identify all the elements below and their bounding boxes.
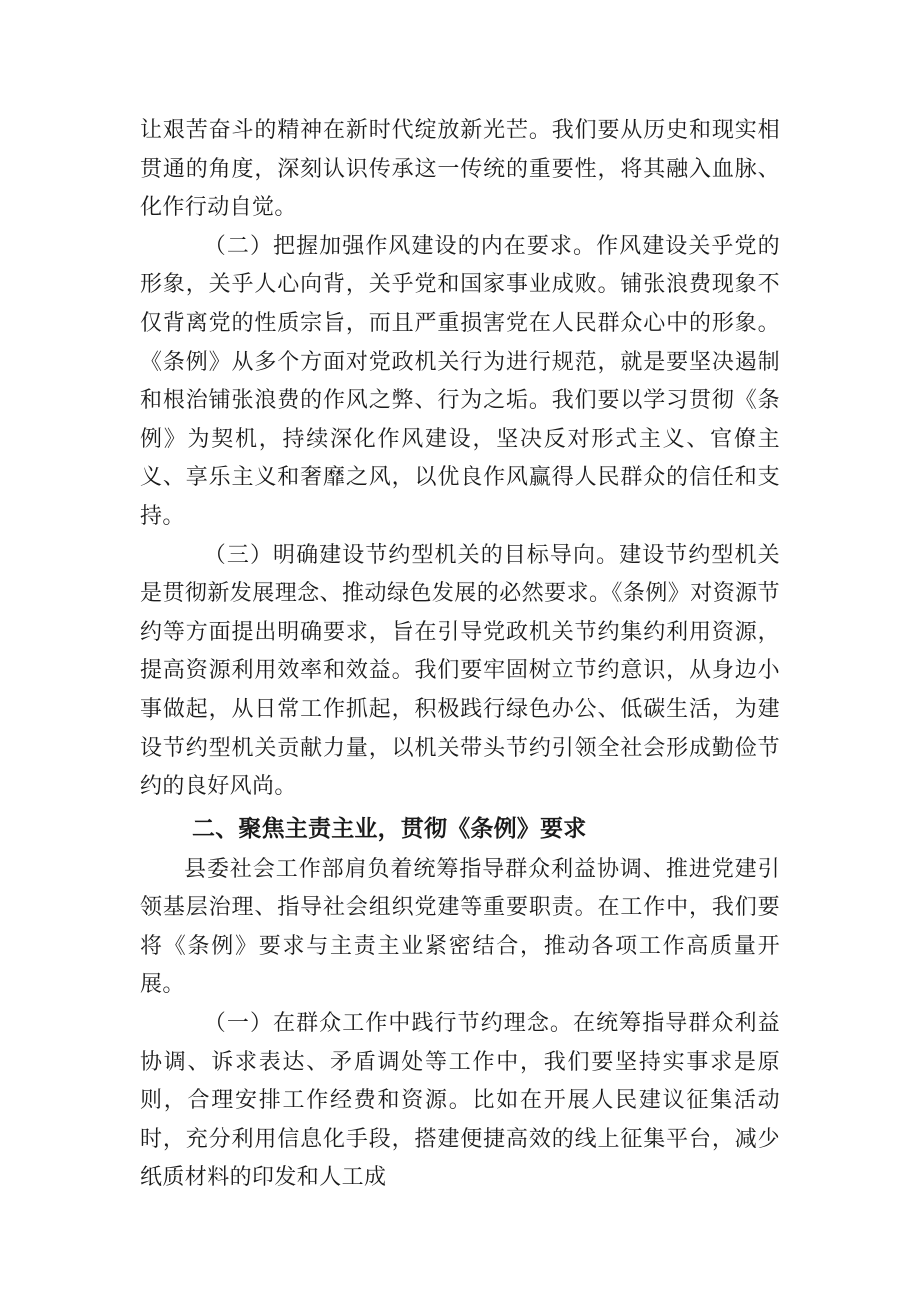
paragraph-section-2: （二）把握加强作风建设的内在要求。作风建设关乎党的形象，关乎人心向背，关乎党和国家事业成败。铺张浪费现象不仅背离党的性质宗旨，而且严重损害党在人民群众心中的形象。《条例》从多个方面对党政机关行为进行规范，就是要坚决遏制和根治铺张浪费的作风之弊、行为之垢。我们要以学习贯彻《条例》为契机，持续深化作风建设，坚决反对形式主义、官僚主义、享乐主义和奢靡之风，以优良作风赢得人民群众的信任和支持。 xyxy=(140,233,780,529)
paragraph-section-3: （三）明确建设节约型机关的目标导向。建设节约型机关是贯彻新发展理念、推动绿色发展的必然要求。《条例》对资源节约等方面提出明确要求，旨在引导党政机关节约集约利用资源，提高资源利用效率和效益。我们要牢固树立节约意识，从身边小事做起，从日常工作抓起，积极践行绿色办公、低碳生活，为建设节约型机关贡献力量，以机关带头节约引领全社会形成勤俭节约的良好风尚。 xyxy=(140,542,780,800)
section-heading: 二、聚焦主责主业，贯彻《条例》要求 xyxy=(192,815,587,842)
paragraph-intro: 县委社会工作部肩负着统筹指导群众利益协调、推进党建引领基层治理、指导社会组织党建等重要职责。在工作中，我们要将《条例》要求与主责主业紧密结合，推动各项工作高质量开展。 xyxy=(140,856,780,998)
paragraph-continuation: 让艰苦奋斗的精神在新时代绽放新光芒。我们要从历史和现实相贯通的角度，深刻认识传承这一传统的重要性，将其融入血脉、化作行动自觉。 xyxy=(140,118,780,221)
paragraph-subsection-1: （一）在群众工作中践行节约理念。在统筹指导群众利益协调、诉求表达、矛盾调处等工作中，我们要坚持实事求是原则，合理安排工作经费和资源。比如在开展人民建议征集活动时，充分利用信息化手段，搭建便捷高效的线上征集平台，减少纸质材料的印发和人工成 xyxy=(140,1011,780,1191)
document-page xyxy=(140,112,780,1198)
